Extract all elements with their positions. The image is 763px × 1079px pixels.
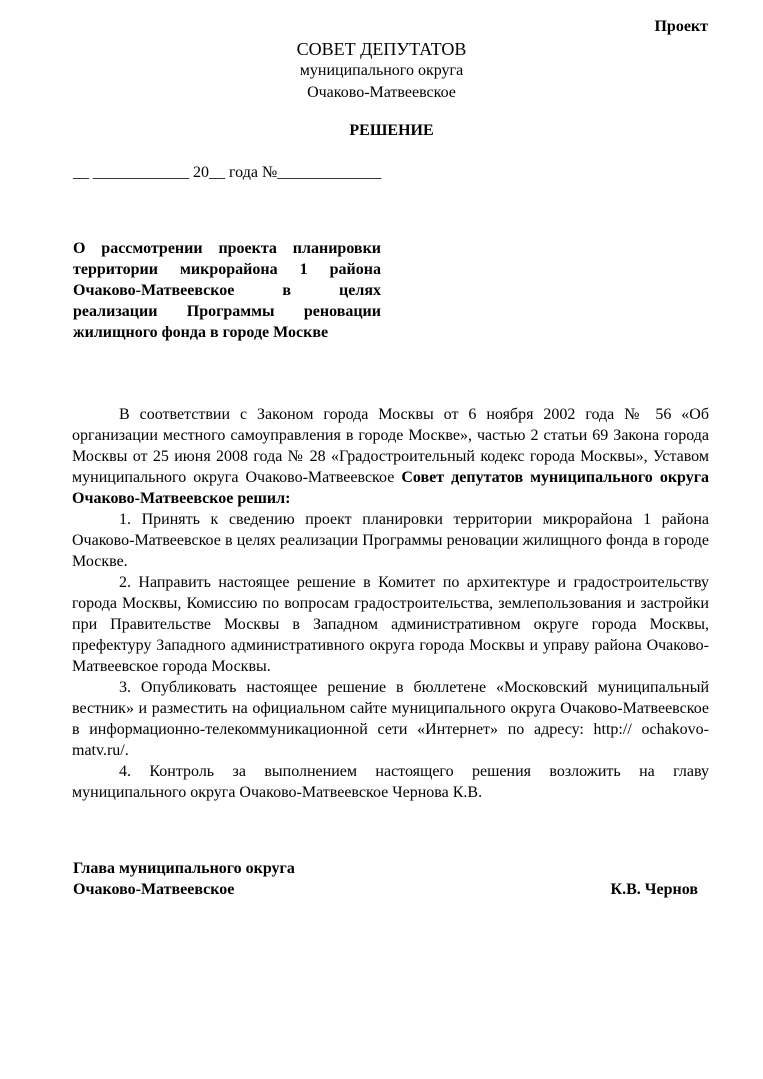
organization-line-2: Очаково-Матвеевское <box>307 84 456 101</box>
draft-label: Проект <box>654 18 708 35</box>
decision-subject: О рассмотрении проекта планировки территории микрорайона 1 района Очаково-Матвеевское в целях реализации Программы реновации жилищного фонда в городе Москве <box>73 240 381 341</box>
item-3: 3. Опубликовать настоящее решение в бюллетене «Московский муниципальный вестник» и разместить на официальном сайте муниципального округа Очаково-Матвеевское в информационно-телекоммуникационной сети «Интернет» по адресу: http:// ochakovo-matv.ru/. <box>72 679 709 759</box>
preamble-resolution: Совет депутатов муниципального округа Очаково-Матвеевское решил: <box>72 469 709 507</box>
item-2: 2. Направить настоящее решение в Комитет по архитектуре и градостроительству города Москвы, Комиссию по вопросам градостроительства, землепользования и застройки при Правительстве Москвы в Западном административном округе города Москвы, префектуру Западного административного округа города Москвы и управу района Очаково-Матвеевское города Москвы. <box>72 574 709 675</box>
item-1: 1. Принять к сведению проект планировки территории микрорайона 1 района Очаково-Матвеевское в целях реализации Программы реновации жилищного фонда в городе Москве. <box>72 511 709 570</box>
date-number-line: __ ____________ 20__ года №_____________ <box>73 164 382 181</box>
decision-body <box>72 404 709 803</box>
signature-title <box>73 858 295 900</box>
organization-line-1: муниципального округа <box>299 62 464 79</box>
organization-name: СОВЕТ ДЕПУТАТОВ <box>296 39 467 59</box>
signature-title-line-1: Глава муниципального округа <box>73 860 295 877</box>
item-4: 4. Контроль за выполнением настоящего решения возложить на главу муниципального округа Очаково-Матвеевское Чернова К.В. <box>72 763 709 801</box>
preamble-paragraph <box>72 404 709 509</box>
decision-title: РЕШЕНИЕ <box>349 122 434 139</box>
signature-title-line-2: Очаково-Матвеевское <box>73 881 235 898</box>
preamble-text: В соответствии с Законом города Москвы от 6 ноября 2002 года № 56 «Об организации местного самоуправления в городе Москве», частью 2 статьи 69 Закона города Москвы от 25 июня 2008 года № 28 «Градостроительный кодекс города Москвы», Уставом муниципального округа Очаково-Матвеевское <box>72 406 709 486</box>
signature-name: К.В. Чернов <box>610 881 698 898</box>
document-header <box>0 38 763 104</box>
